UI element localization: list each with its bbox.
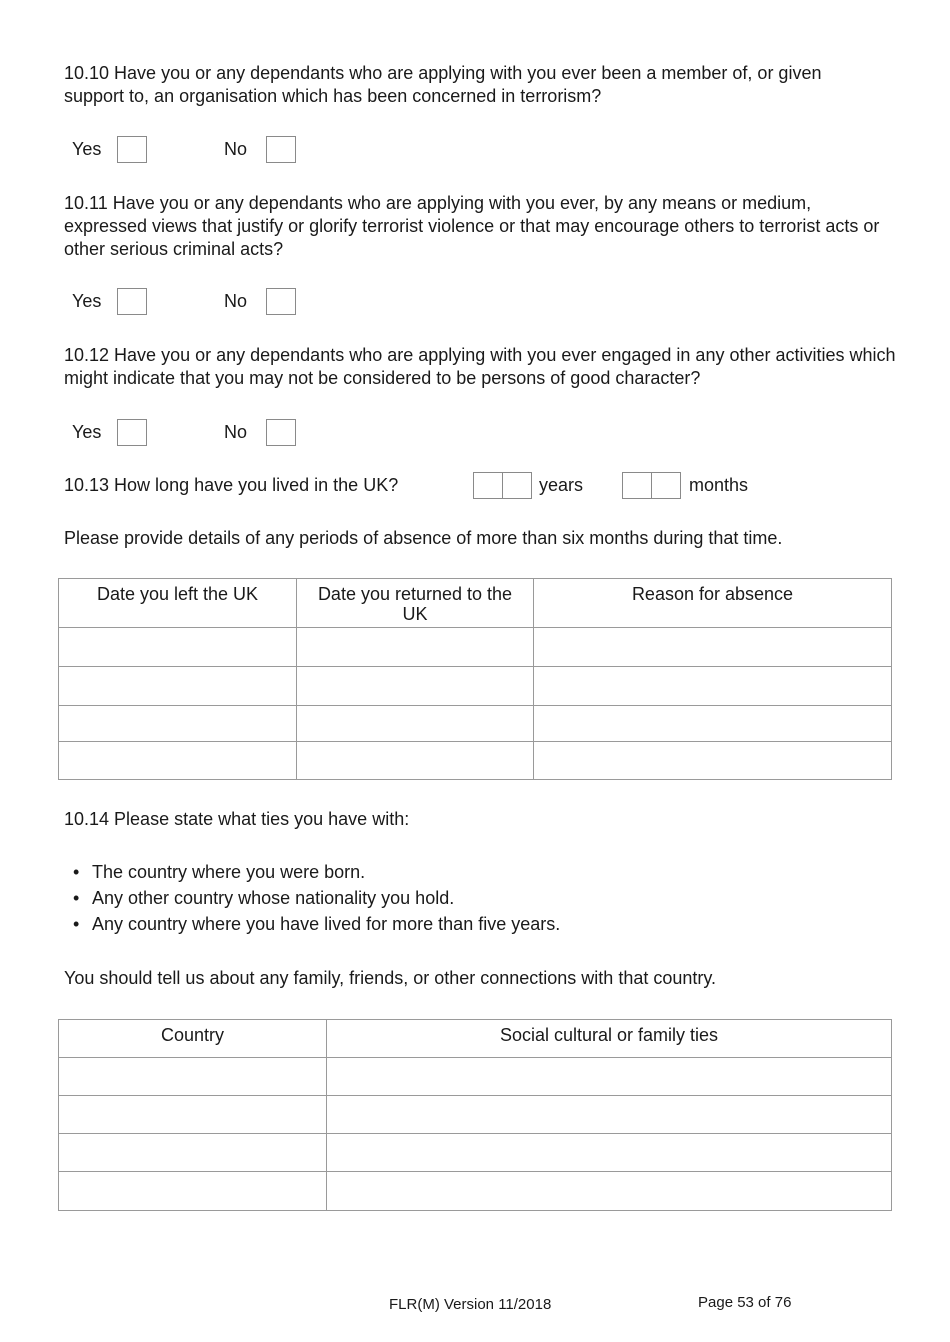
ties-bullet-list xyxy=(73,859,560,937)
absence-header-left: Date you left the UK xyxy=(59,579,297,628)
question-10-10: 10.10 Have you or any dependants who are applying with you ever been a member of, or given support to, an organisation which has been concerned in terrorism? xyxy=(64,63,822,106)
question-10-14: 10.14 Please state what ties you have with: xyxy=(64,809,410,829)
question-10-13: 10.13 How long have you lived in the UK? xyxy=(64,475,399,495)
absence-cell[interactable] xyxy=(534,667,892,706)
bullet-icon: • xyxy=(73,914,80,934)
footer-version: FLR(M) Version 11/2018 xyxy=(389,1296,552,1313)
ties-cell[interactable] xyxy=(327,1172,892,1211)
absence-table xyxy=(58,578,892,780)
q10-10-yes-label: Yes xyxy=(72,139,102,159)
ties-cell[interactable] xyxy=(59,1172,327,1211)
list-item: • Any country where you have lived for more than five years. xyxy=(73,911,560,937)
absence-header-reason: Reason for absence xyxy=(534,579,892,628)
absence-cell[interactable] xyxy=(59,667,297,706)
ties-cell[interactable] xyxy=(327,1058,892,1096)
footer-page-number: Page 53 of 76 xyxy=(698,1294,792,1311)
q10-10-no-label: No xyxy=(224,139,248,159)
absence-cell[interactable] xyxy=(297,742,534,780)
ties-instruction: You should tell us about any family, friends, or other connections with that country. xyxy=(64,968,717,988)
ties-cell[interactable] xyxy=(327,1096,892,1134)
question-10-12: 10.12 Have you or any dependants who are applying with you ever engaged in any other activities which might indicate that you may not be considered to be persons of good character? xyxy=(64,345,896,388)
q10-12-yes-label: Yes xyxy=(72,422,102,442)
bullet-icon: • xyxy=(73,862,80,882)
q10-11-no-label: No xyxy=(224,291,248,311)
list-item: • The country where you were born. xyxy=(73,859,560,885)
months-digit-1-input[interactable] xyxy=(622,472,652,499)
list-item: • Any other country whose nationality you hold. xyxy=(73,885,560,911)
ties-cell[interactable] xyxy=(59,1096,327,1134)
months-label: months xyxy=(689,475,749,495)
q10-12-no-checkbox[interactable] xyxy=(266,419,296,446)
absence-cell[interactable] xyxy=(297,628,534,667)
q10-10-no-checkbox[interactable] xyxy=(266,136,296,163)
absence-cell[interactable] xyxy=(534,706,892,742)
absence-header-returned: Date you returned to the UK xyxy=(297,579,534,628)
ties-cell[interactable] xyxy=(327,1134,892,1172)
bullet-icon: • xyxy=(73,888,80,908)
ties-header-ties: Social cultural or family ties xyxy=(327,1020,892,1058)
question-10-11: 10.11 Have you or any dependants who are applying with you ever, by any means or medium, expressed views that justify or glorify terrorist violence or that may encourage others to terrorist acts or other serious criminal acts? xyxy=(64,193,880,259)
ties-table xyxy=(58,1019,892,1211)
absence-cell[interactable] xyxy=(59,742,297,780)
ties-cell[interactable] xyxy=(59,1134,327,1172)
years-digit-2-input[interactable] xyxy=(502,472,532,499)
ties-header-country: Country xyxy=(59,1020,327,1058)
q10-12-yes-checkbox[interactable] xyxy=(117,419,147,446)
q10-11-no-checkbox[interactable] xyxy=(266,288,296,315)
absence-cell[interactable] xyxy=(534,742,892,780)
years-digit-1-input[interactable] xyxy=(473,472,503,499)
months-digit-2-input[interactable] xyxy=(651,472,681,499)
q10-11-yes-checkbox[interactable] xyxy=(117,288,147,315)
q10-10-yes-checkbox[interactable] xyxy=(117,136,147,163)
absence-cell[interactable] xyxy=(297,706,534,742)
q10-12-no-label: No xyxy=(224,422,248,442)
ties-cell[interactable] xyxy=(59,1058,327,1096)
q10-11-yes-label: Yes xyxy=(72,291,102,311)
absence-cell[interactable] xyxy=(534,628,892,667)
years-label: years xyxy=(539,475,584,495)
absence-cell[interactable] xyxy=(59,706,297,742)
absence-instruction: Please provide details of any periods of absence of more than six months during that time. xyxy=(64,528,783,548)
absence-cell[interactable] xyxy=(59,628,297,667)
absence-cell[interactable] xyxy=(297,667,534,706)
